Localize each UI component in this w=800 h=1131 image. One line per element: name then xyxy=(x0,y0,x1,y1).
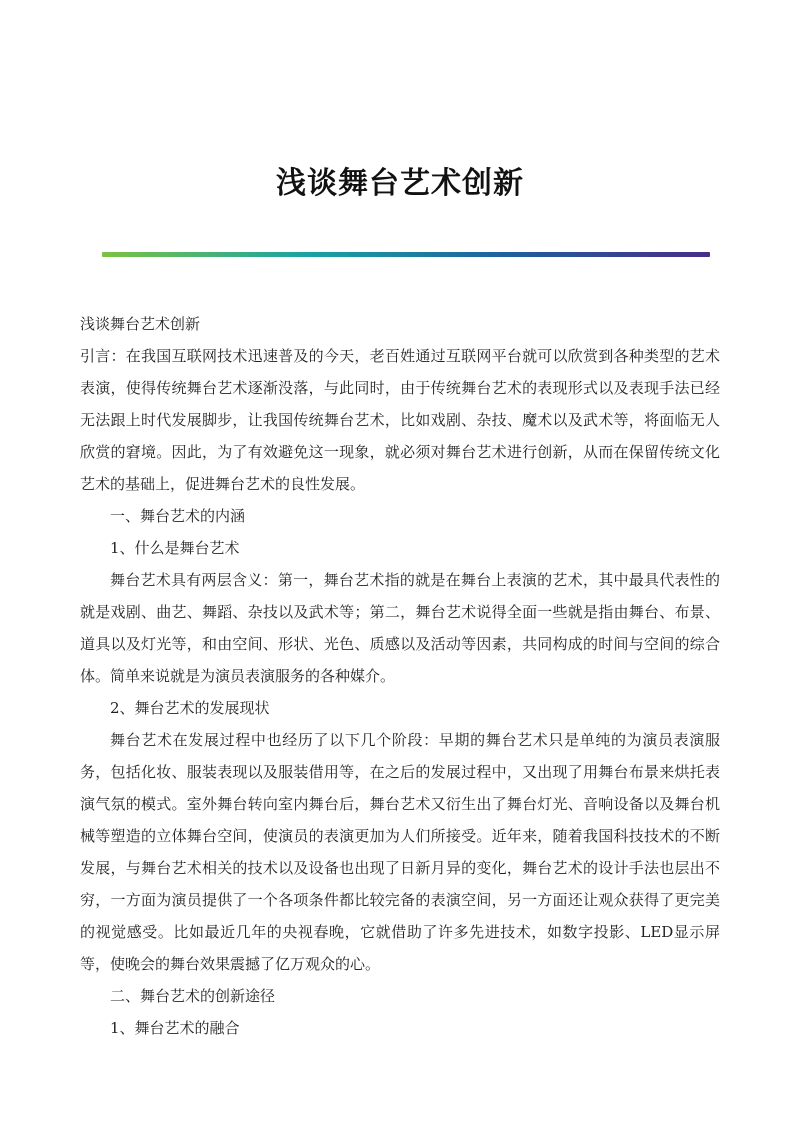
title-divider xyxy=(102,252,710,257)
subsection-heading-2-1: 1、舞台艺术的融合 xyxy=(110,1019,240,1037)
section-heading-2: 二、舞台艺术的创新途径 xyxy=(110,987,276,1005)
body-heading: 浅谈舞台艺术创新 xyxy=(80,315,201,333)
subsection-heading-1-2: 2、舞台艺术的发展现状 xyxy=(110,699,270,717)
document-body xyxy=(80,308,720,1044)
section-heading-1: 一、舞台艺术的内涵 xyxy=(110,507,246,525)
paragraph-definition: 舞台艺术具有两层含义：第一，舞台艺术指的就是在舞台上表演的艺术，其中最具代表性的就是戏剧、曲艺、舞蹈、杂技以及武术等；第二，舞台艺术说得全面一些就是指由舞台、布景、道具以及灯光等，和由空间、形状、光色、质感以及活动等因素，共同构成的时间与空间的综合体。简单来说就是为演员表演服务的各种媒介。 xyxy=(80,571,720,685)
paragraph-development: 舞台艺术在发展过程中也经历了以下几个阶段：早期的舞台艺术只是单纯的为演员表演服务，包括化妆、服装表现以及服装借用等，在之后的发展过程中，又出现了用舞台布景来烘托表演气氛的模式。室外舞台转向室内舞台后，舞台艺术又衍生出了舞台灯光、音响设备以及舞台机械等塑造的立体舞台空间，使演员的表演更加为人们所接受。近年来，随着我国科技技术的不断发展，与舞台艺术相关的技术以及设备也出现了日新月异的变化，舞台艺术的设计手法也层出不穷，一方面为演员提供了一个各项条件都比较完备的表演空间，另一方面还让观众获得了更完美的视觉感受。比如最近几年的央视春晚，它就借助了许多先进技术，如数字投影、LED显示屏等，使晚会的舞台效果震撼了亿万观众的心。 xyxy=(80,731,720,973)
subsection-heading-1-1: 1、什么是舞台艺术 xyxy=(110,539,240,557)
document-title: 浅谈舞台艺术创新 xyxy=(276,166,524,201)
intro-paragraph: 引言：在我国互联网技术迅速普及的今天，老百姓通过互联网平台就可以欣赏到各种类型的艺术表演，使得传统舞台艺术逐渐没落，与此同时，由于传统舞台艺术的表现形式以及表现手法已经无法跟上时代发展脚步，让我国传统舞台艺术，比如戏剧、杂技、魔术以及武术等，将面临无人欣赏的窘境。因此，为了有效避免这一现象，就必须对舞台艺术进行创新，从而在保留传统文化艺术的基础上，促进舞台艺术的良性发展。 xyxy=(80,347,720,493)
